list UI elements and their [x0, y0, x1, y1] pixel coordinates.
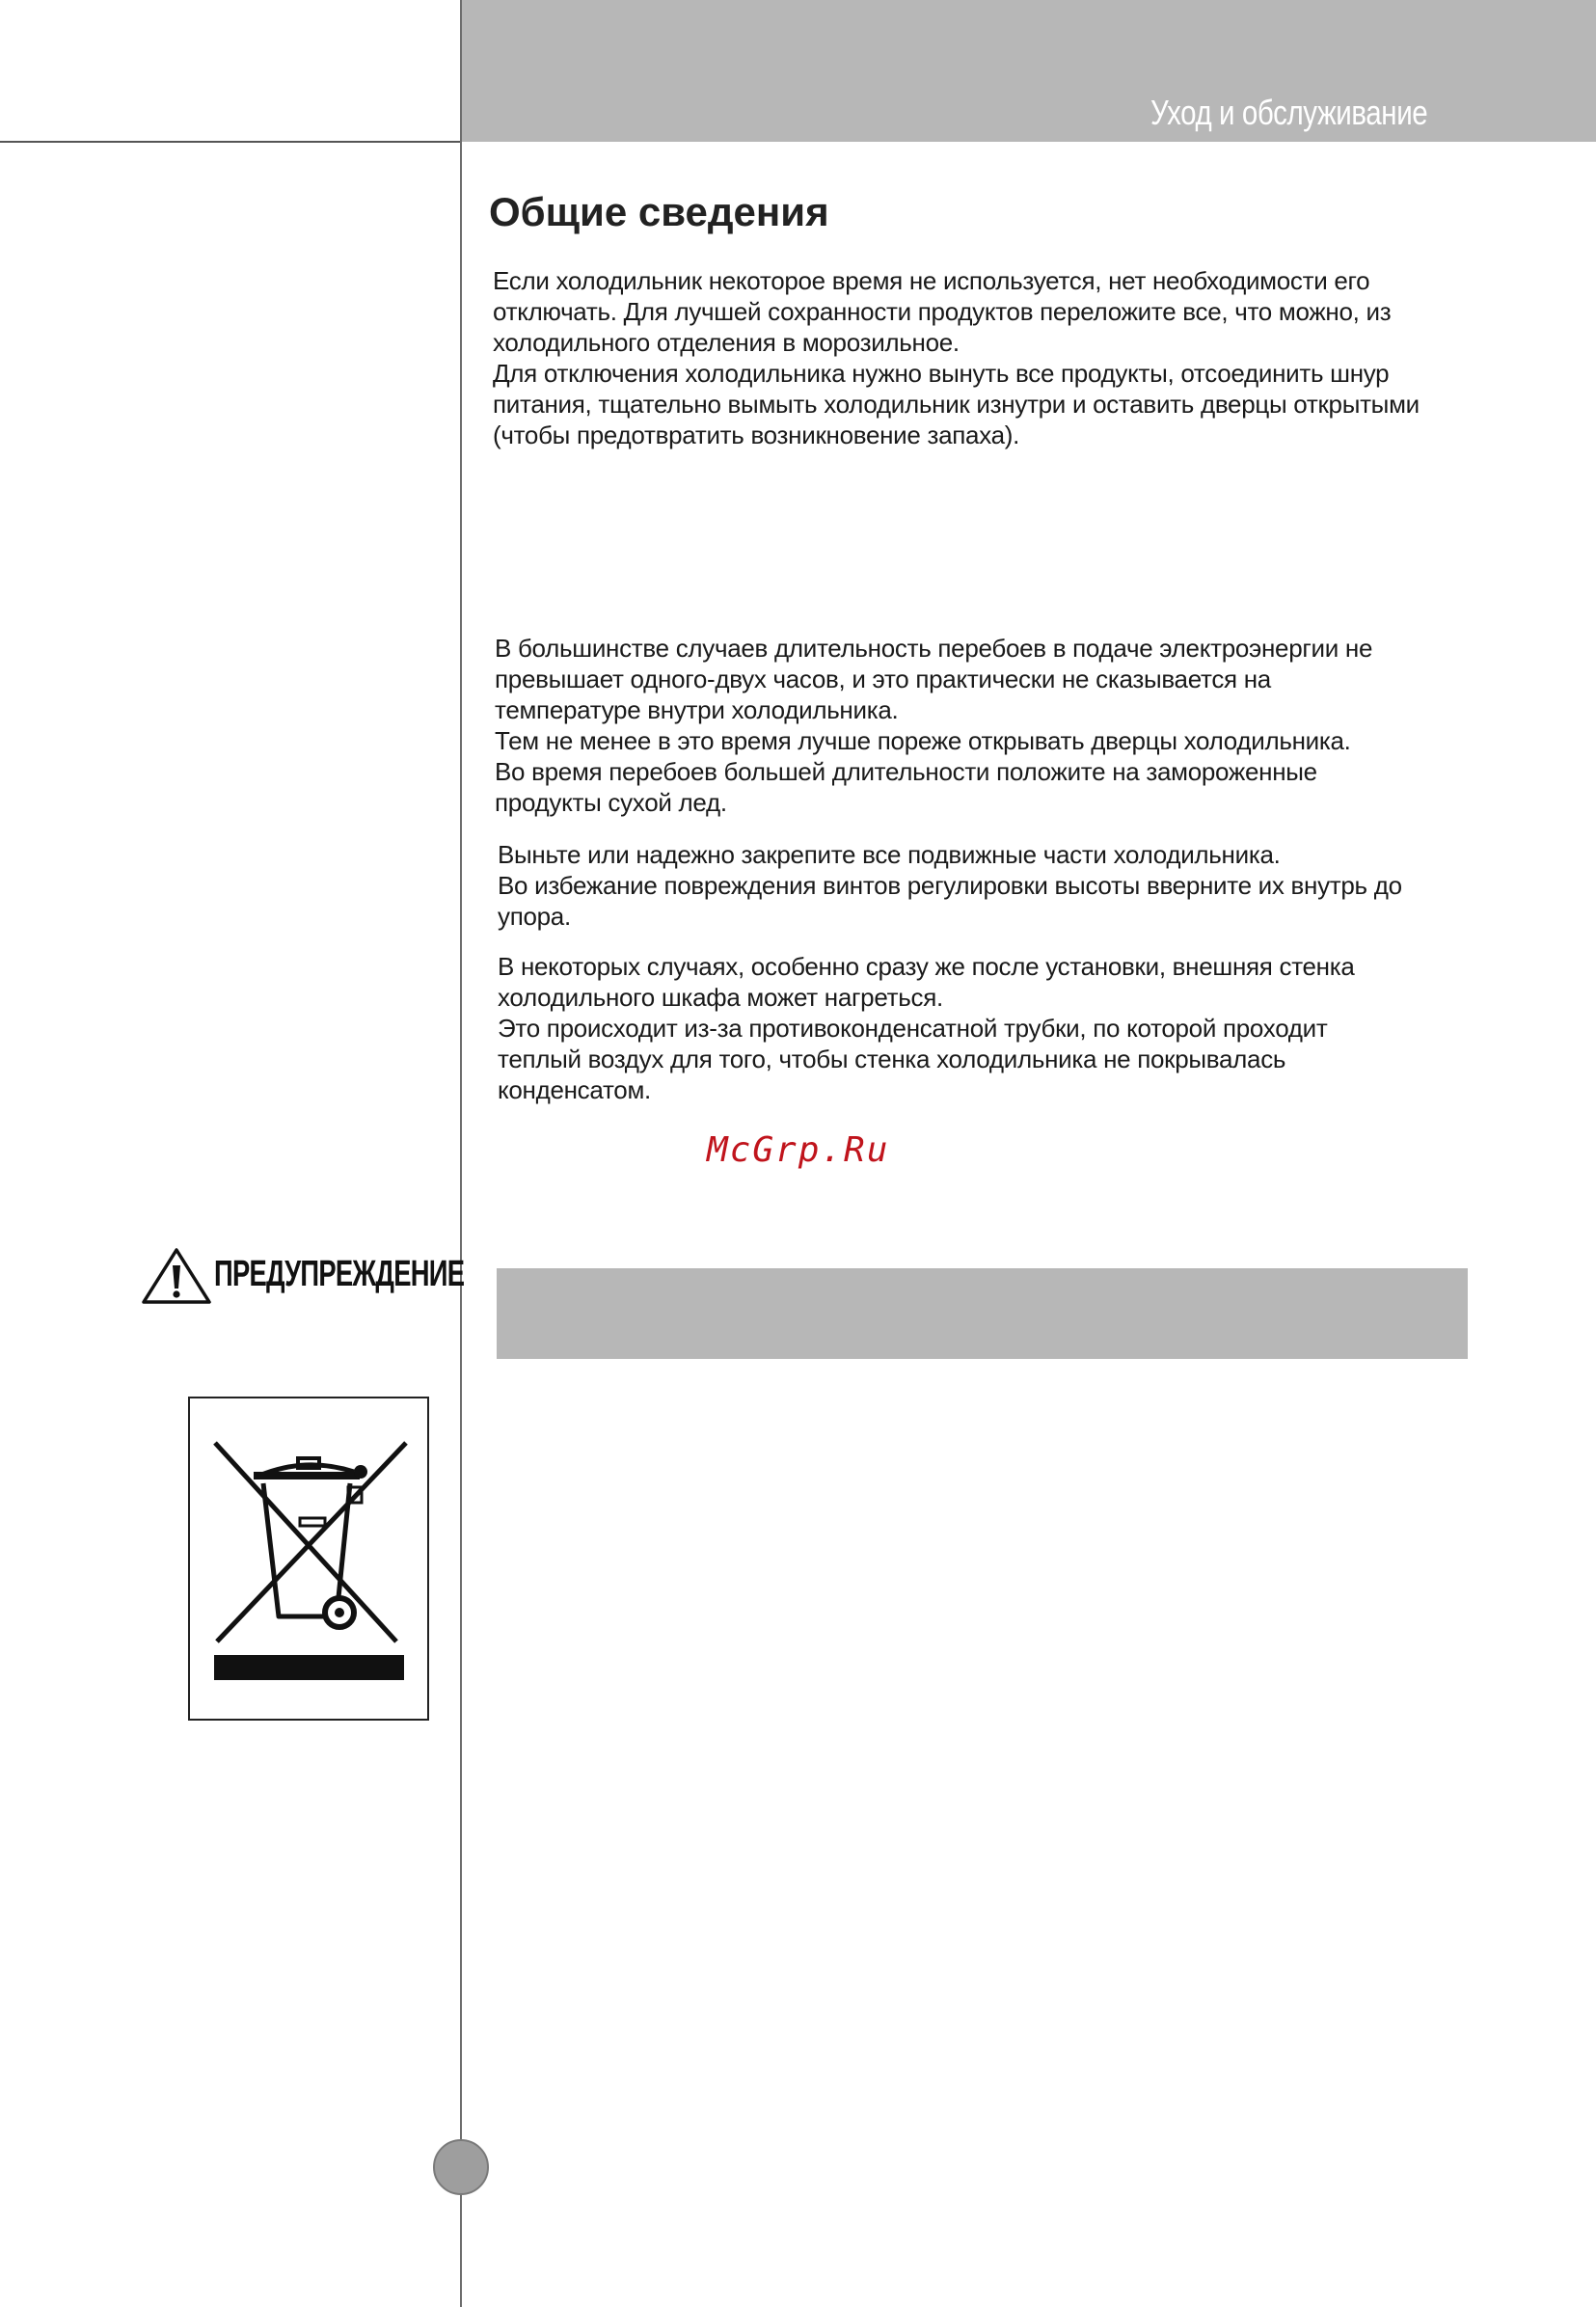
text-line: (чтобы предотвратить возникновение запаха).	[493, 421, 1020, 449]
text-line: холодильного шкафа может нагреться.	[498, 983, 943, 1012]
warning-label	[141, 1246, 465, 1304]
text-line: продукты сухой лед.	[495, 788, 727, 817]
left-divider	[0, 141, 461, 143]
page-number-marker	[433, 2139, 489, 2195]
text-line: теплый воздух для того, чтобы стенка холодильника не покрывалась	[498, 1045, 1286, 1073]
weee-symbol	[188, 1397, 429, 1721]
text-line: отключать. Для лучшей сохранности продуктов переложите все, что можно, из	[493, 297, 1392, 326]
warning-box	[497, 1268, 1468, 1359]
warning-triangle-icon	[141, 1246, 212, 1306]
text-line: Во избежание повреждения винтов регулировки высоты вверните их внутрь до	[498, 871, 1402, 900]
text-line: Тем не менее в это время лучше пореже открывать дверцы холодильника.	[495, 726, 1351, 755]
text-line: питания, тщательно вымыть холодильник изнутри и оставить дверцы открытыми	[493, 390, 1420, 419]
paragraph-power-outage	[495, 633, 1372, 818]
text-line: конденсатом.	[498, 1075, 651, 1104]
paragraph-anti-condensation	[498, 951, 1355, 1105]
crossed-out-wheelie-bin-icon	[190, 1398, 431, 1723]
watermark: McGrp.Ru	[707, 1130, 890, 1170]
text-line: холодильного отделения в морозильное.	[493, 328, 960, 357]
text-line: превышает одного-двух часов, и это практически не сказывается на	[495, 665, 1271, 693]
text-line: В некоторых случаях, особенно сразу же после установки, внешняя стенка	[498, 952, 1355, 981]
text-line: Для отключения холодильника нужно вынуть все продукты, отсоединить шнур	[493, 359, 1390, 388]
column-divider	[460, 0, 462, 2307]
warning-text: ПРЕДУПРЕЖДЕНИЕ	[214, 1254, 465, 1294]
paragraph-storage	[493, 265, 1420, 450]
text-line: Во время перебоев большей длительности положите на замороженные	[495, 757, 1317, 786]
paragraph-moving	[498, 839, 1402, 932]
header-band	[461, 0, 1596, 142]
text-line: Если холодильник некоторое время не используется, нет необходимости его	[493, 266, 1370, 295]
section-label: Уход и обслуживание	[1150, 93, 1427, 132]
text-line: В большинстве случаев длительность перебоев в подаче электроэнергии не	[495, 634, 1373, 663]
page-title: Общие сведения	[489, 189, 829, 234]
text-line: упора.	[498, 902, 571, 931]
text-line: Выньте или надежно закрепите все подвижные части холодильника.	[498, 840, 1281, 869]
text-line: Это происходит из-за противоконденсатной трубки, по которой проходит	[498, 1014, 1328, 1043]
text-line: температуре внутри холодильника.	[495, 695, 899, 724]
